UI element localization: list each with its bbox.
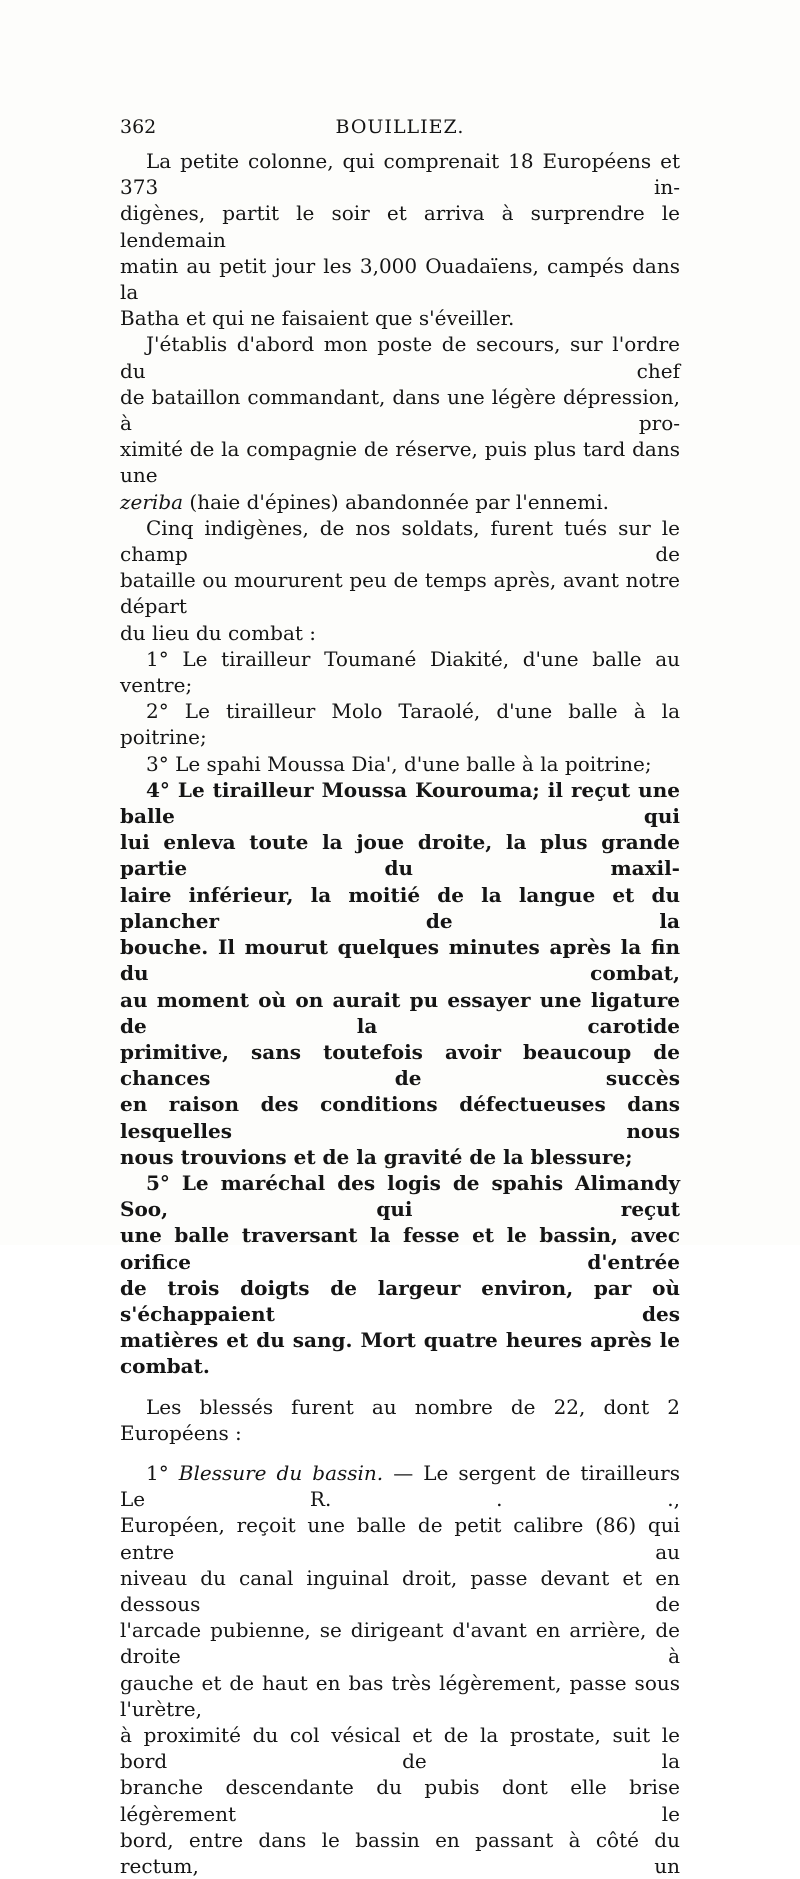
text-line: digènes, partit le soir et arriva à surprendre le lendemain (120, 201, 680, 252)
page-header (120, 116, 680, 142)
text-line: 2° Le tirailleur Molo Taraolé, d'une balle à la poitrine; (120, 699, 680, 750)
text-line: Batha et qui ne faisaient que s'éveiller. (120, 306, 515, 331)
text-line: bord, entre dans le bassin en passant à côté du rectum, un (120, 1827, 680, 1878)
list-item-1 (120, 646, 680, 698)
text-line: niveau du canal inguinal droit, passe devant et en dessous de (120, 1565, 680, 1616)
paragraph-blessure-bassin (120, 1460, 680, 1879)
text-fragment: (haie d'épines) abandonnée par l'ennemi. (183, 489, 609, 514)
text-line: Les blessés furent au nombre de 22, dont 2 Européens : (120, 1394, 680, 1445)
text-line: de bataillon commandant, dans une légère dépression, à pro- (120, 384, 680, 436)
text-line: primitive, sans toutefois avoir beaucoup de chances de succès (120, 1039, 680, 1091)
text-line: 4° Le tirailleur Moussa Kourouma; il reçut une balle qui (120, 777, 680, 829)
list-item-4 (120, 777, 680, 1170)
text-line: laire inférieur, la moitié de la langue et du plancher de la (120, 882, 680, 933)
list-item-2 (120, 698, 680, 750)
text-line (120, 1460, 680, 1512)
paragraph-blesses (120, 1394, 680, 1446)
list-item-3 (120, 751, 680, 777)
page-number: 362 (120, 116, 157, 138)
text-line: matin au petit jour les 3,000 Ouadaïens, campés dans la (120, 253, 680, 305)
text-line: l'arcade pubienne, se dirigeant d'avant en arrière, de droite à (120, 1618, 680, 1669)
item-number: 1° (146, 1460, 179, 1485)
italic-heading: Blessure du bassin. (178, 1460, 384, 1485)
paragraph-cinq-indigenes (120, 515, 680, 646)
page-body (120, 148, 680, 1879)
text-line: J'établis d'abord mon poste de secours, sur l'ordre du chef (120, 332, 680, 383)
text-fragment: — Le sergent de tirailleurs Le R. . ., (120, 1460, 680, 1512)
text-line: La petite colonne, qui comprenait 18 Européens et 373 in- (120, 149, 680, 200)
text-line: 5° Le maréchal des logis de spahis Alimandy Soo, qui reçut (120, 1170, 680, 1222)
paragraph-gap (120, 1380, 680, 1394)
italic-term: zeriba (120, 489, 184, 514)
paragraph-colonne (120, 148, 680, 331)
list-item-5 (120, 1170, 680, 1380)
text-line: matières et du sang. Mort quatre heures après le combat. (120, 1328, 680, 1379)
text-line: de trois doigts de largeur environ, par où s'échappaient des (120, 1275, 680, 1326)
text-line: lui enleva toute la joue droite, la plus grande partie du maxil- (120, 830, 680, 881)
text-line: bouche. Il mourut quelques minutes après la fin du combat, (120, 935, 680, 986)
paragraph-gap (120, 1446, 680, 1460)
text-line: une balle traversant la fesse et le bassin, avec orifice d'entrée (120, 1223, 680, 1274)
text-line: bataille ou moururent peu de temps après, avant notre départ (120, 568, 680, 619)
text-line: 1° Le tirailleur Toumané Diakité, d'une balle au ventre; (120, 646, 680, 698)
text-line: au moment où on aurait pu essayer une ligature de la carotide (120, 987, 680, 1038)
text-line: en raison des conditions défectueuses dans lesquelles nous (120, 1092, 680, 1143)
text-line: Cinq indigènes, de nos soldats, furent tués sur le champ de (120, 515, 680, 567)
text-line: 3° Le spahi Moussa Dia', d'une balle à la poitrine; (146, 751, 652, 776)
text-line: Européen, reçoit une balle de petit calibre (86) qui entre au (120, 1513, 680, 1564)
text-line (120, 489, 680, 515)
text-line: ximité de la compagnie de réserve, puis plus tard dans une (120, 437, 680, 488)
running-head: BOUILLIEZ. (335, 116, 465, 138)
text-line: nous trouvions et de la gravité de la blessure; (120, 1144, 633, 1169)
paragraph-poste-secours (120, 331, 680, 514)
text-line: du lieu du combat : (120, 620, 317, 645)
text-line: à proximité du col vésical et de la prostate, suit le bord de la (120, 1722, 680, 1774)
text-line: gauche et de haut en bas très légèrement, passe sous l'urètre, (120, 1670, 680, 1721)
text-line: branche descendante du pubis dont elle brise légèrement le (120, 1775, 680, 1826)
